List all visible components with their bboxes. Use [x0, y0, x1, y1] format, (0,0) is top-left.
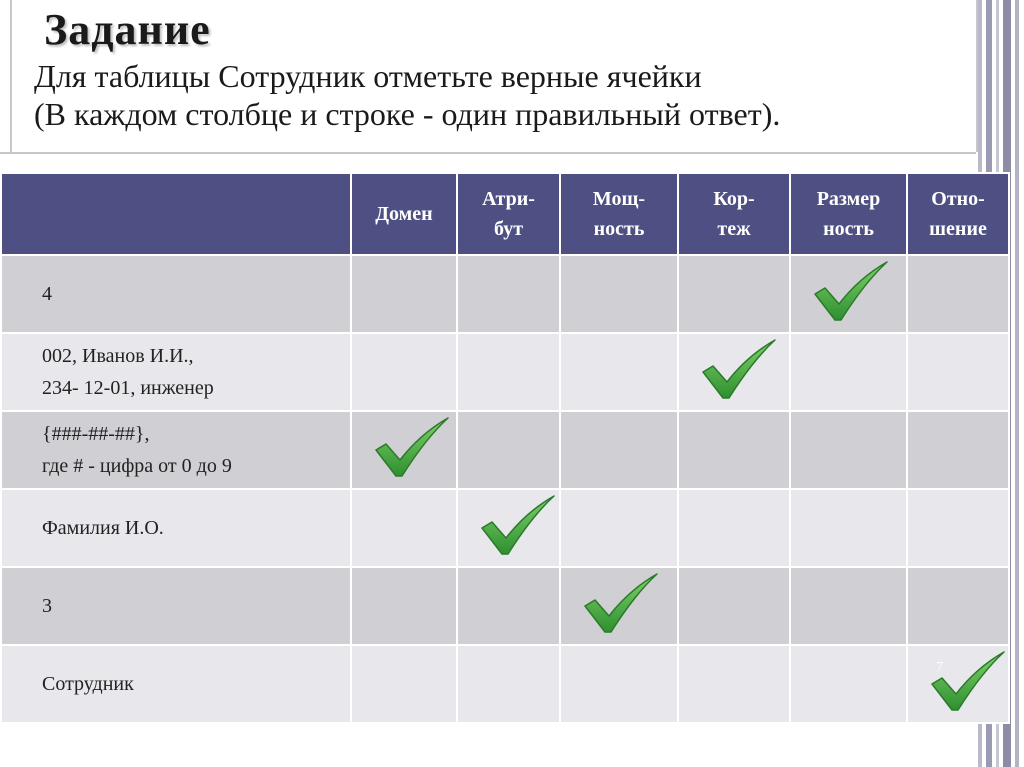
cell[interactable] — [560, 489, 678, 567]
cell-checked[interactable] — [351, 411, 457, 489]
table-row — [1, 333, 1009, 411]
header-domain: Домен — [351, 173, 457, 255]
header-attribute: Атри- бут — [457, 173, 560, 255]
cell[interactable] — [907, 411, 1009, 489]
checkmark-icon — [478, 494, 558, 558]
slide-number: 7 — [936, 660, 943, 675]
cell[interactable] — [457, 333, 560, 411]
table-row — [1, 255, 1009, 333]
cell[interactable] — [678, 255, 790, 333]
cell[interactable] — [457, 645, 560, 723]
header-degree: Размер ность — [790, 173, 907, 255]
cell[interactable] — [457, 255, 560, 333]
cell[interactable] — [351, 645, 457, 723]
cell[interactable] — [790, 489, 907, 567]
table-row — [1, 489, 1009, 567]
cell-checked[interactable] — [907, 645, 1009, 723]
table-row — [1, 411, 1009, 489]
cell[interactable] — [790, 567, 907, 645]
cell[interactable] — [678, 411, 790, 489]
cell[interactable] — [790, 333, 907, 411]
cell[interactable] — [351, 567, 457, 645]
header-cardinality: Мощ- ность — [560, 173, 678, 255]
cell-checked[interactable] — [790, 255, 907, 333]
frame-left-line — [10, 0, 12, 152]
cell-checked[interactable] — [678, 333, 790, 411]
subtitle-line-1: Для таблицы Сотрудник отметьте верные ячейки — [34, 58, 702, 94]
frame-right-line — [976, 0, 978, 152]
header-tuple: Кор- теж — [678, 173, 790, 255]
row-label: 4 — [1, 255, 351, 333]
cell[interactable] — [678, 567, 790, 645]
header-relation: Отно- шение — [907, 173, 1009, 255]
cell[interactable] — [678, 645, 790, 723]
cell[interactable] — [351, 333, 457, 411]
cell[interactable] — [907, 255, 1009, 333]
cell-checked[interactable] — [560, 567, 678, 645]
cell[interactable] — [560, 333, 678, 411]
checkmark-icon — [811, 260, 891, 324]
cell-checked[interactable] — [457, 489, 560, 567]
checkmark-icon — [699, 338, 779, 402]
cell[interactable] — [907, 333, 1009, 411]
cell[interactable] — [790, 411, 907, 489]
table-row — [1, 567, 1009, 645]
cell[interactable] — [907, 489, 1009, 567]
checkmark-icon — [372, 416, 452, 480]
cell[interactable] — [457, 567, 560, 645]
answer-table — [0, 172, 1010, 724]
row-label: 3 — [1, 567, 351, 645]
cell[interactable] — [351, 255, 457, 333]
cell[interactable] — [457, 411, 560, 489]
subtitle-line-2: (В каждом столбце и строке - один правильный ответ). — [34, 96, 781, 132]
cell[interactable] — [560, 255, 678, 333]
cell[interactable] — [560, 411, 678, 489]
header-empty — [1, 173, 351, 255]
checkmark-icon — [581, 572, 661, 636]
row-label: 002, Иванов И.И., 234- 12-01, инженер — [1, 333, 351, 411]
cell[interactable] — [560, 645, 678, 723]
slide-title: Задание — [44, 5, 211, 54]
row-label: Сотрудник — [1, 645, 351, 723]
row-label: {###-##-##}, где # - цифра от 0 до 9 — [1, 411, 351, 489]
table-row — [1, 645, 1009, 723]
cell[interactable] — [790, 645, 907, 723]
row-label: Фамилия И.О. — [1, 489, 351, 567]
frame-top-line — [0, 152, 976, 154]
cell[interactable] — [678, 489, 790, 567]
table-header-row — [1, 173, 1009, 255]
cell[interactable] — [907, 567, 1009, 645]
cell[interactable] — [351, 489, 457, 567]
